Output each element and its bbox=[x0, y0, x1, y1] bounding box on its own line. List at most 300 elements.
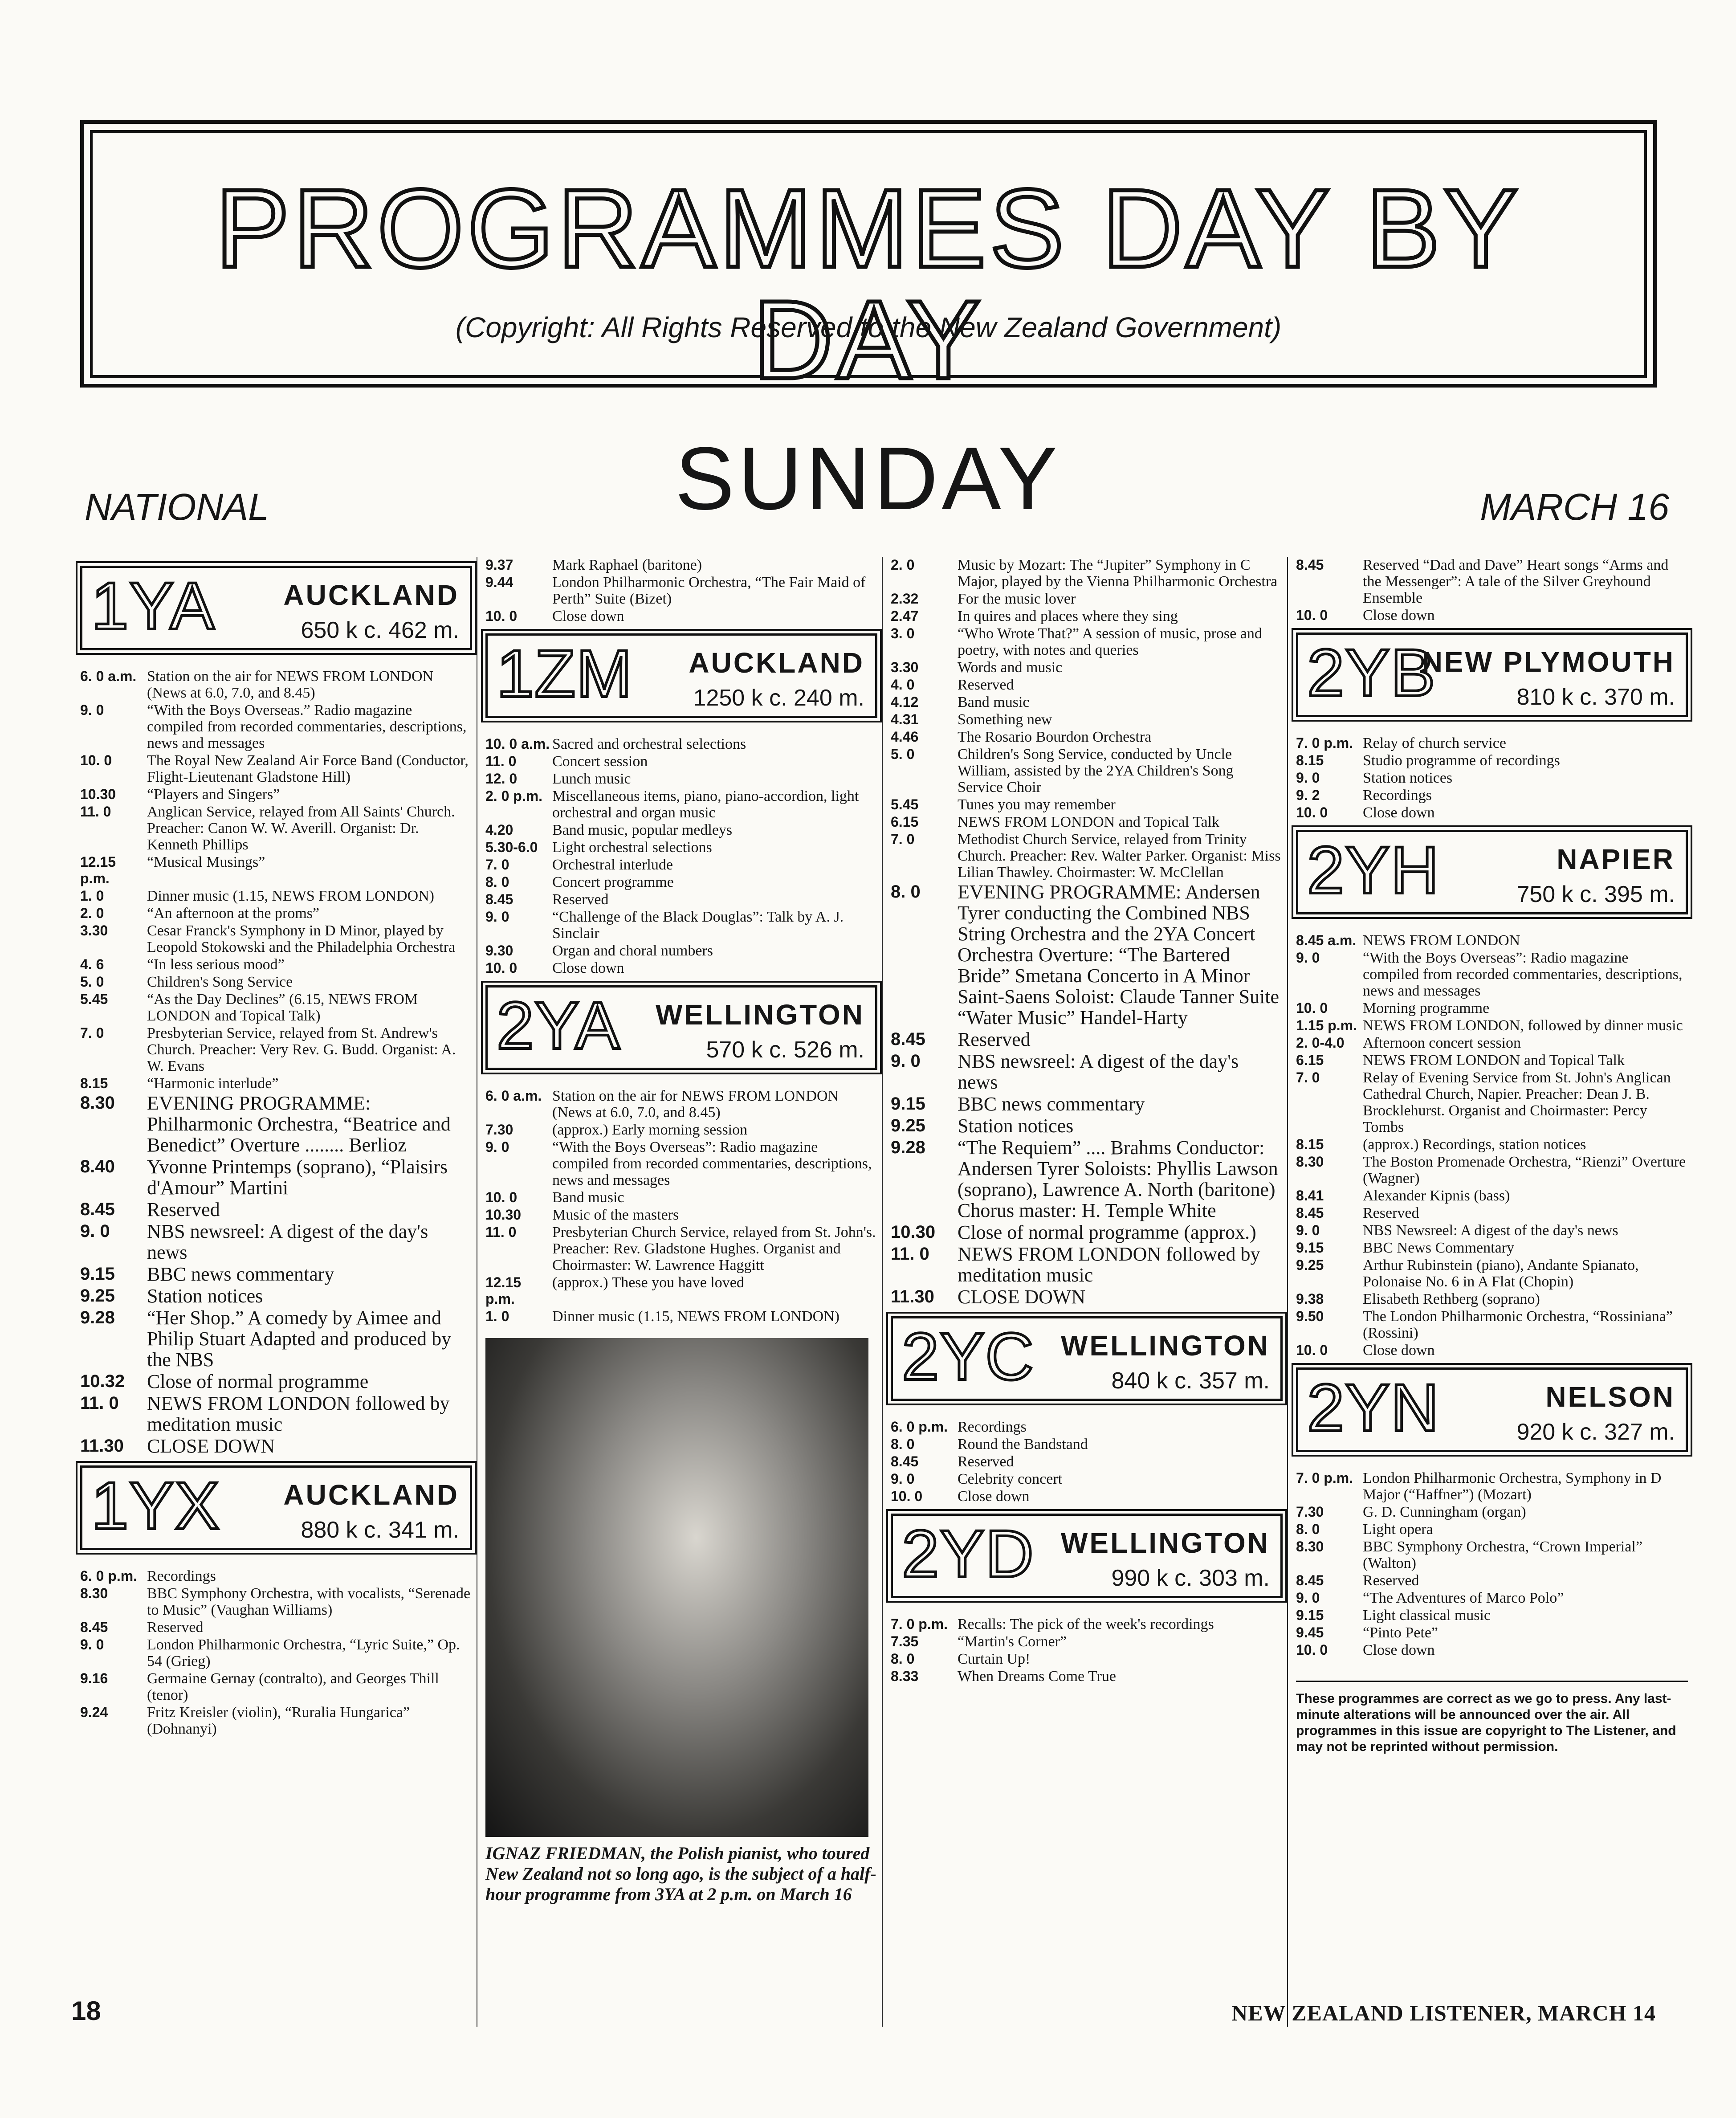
programme-description: Words and music bbox=[958, 659, 1063, 676]
programme-time: 9.28 bbox=[80, 1308, 115, 1327]
column-4 bbox=[1296, 557, 1688, 1755]
programme-description: Reserved bbox=[147, 1619, 204, 1636]
programme-description: NEWS FROM LONDON and Topical Talk bbox=[1363, 1052, 1625, 1069]
programme-entry bbox=[891, 1668, 1283, 1685]
programme-entry bbox=[80, 752, 472, 785]
programme-time: 10. 0 bbox=[485, 608, 518, 624]
page-number: 18 bbox=[71, 1996, 101, 2026]
station-box bbox=[80, 566, 472, 650]
station-city: AUCKLAND bbox=[283, 579, 459, 611]
programme-description: CLOSE DOWN bbox=[958, 1286, 1086, 1308]
title-banner bbox=[80, 120, 1657, 402]
station-box bbox=[485, 633, 877, 718]
programme-description: Reserved bbox=[958, 1453, 1014, 1470]
station-city: NAPIER bbox=[1557, 843, 1675, 875]
programme-time: 3.30 bbox=[891, 659, 919, 675]
programme-entry bbox=[891, 1244, 1283, 1285]
programme-description: The Royal New Zealand Air Force Band (Conductor, Flight-Lieutenant Gladstone Hill) bbox=[147, 752, 469, 785]
programme-entry bbox=[1296, 752, 1688, 769]
programme-description: Station notices bbox=[1363, 770, 1453, 786]
programme-description: Presbyterian Service, relayed from St. Andrew's Church. Preacher: Very Rev. G. Budd. Organist: A. W. Evans bbox=[147, 1025, 456, 1074]
programme-time: 9.15 bbox=[1296, 1240, 1324, 1256]
programme-time: 9.44 bbox=[485, 574, 513, 590]
programme-description: “With the Boys Overseas”: Radio magazine compiled from recorded commentaries, descriptions, news and messages bbox=[552, 1139, 872, 1188]
column-rule bbox=[1287, 557, 1288, 2027]
programme-time: 10.30 bbox=[891, 1222, 936, 1242]
station-city: NEW PLYMOUTH bbox=[1422, 646, 1675, 678]
programme-description: Children's Song Service, conducted by Uncle William, assisted by the 2YA Children's Song Service Choir bbox=[958, 746, 1234, 796]
programme-description: Light orchestral selections bbox=[552, 839, 712, 856]
programme-description: Children's Song Service bbox=[147, 974, 293, 990]
programme-time: 10. 0 bbox=[891, 1488, 923, 1504]
programme-time: 7.35 bbox=[891, 1633, 919, 1649]
programme-entry bbox=[80, 1199, 472, 1220]
programme-time: 5.45 bbox=[80, 991, 108, 1007]
programme-time: 8.45 bbox=[1296, 1205, 1324, 1221]
programme-time: 9. 0 bbox=[80, 1221, 110, 1241]
programme-entry bbox=[1296, 1590, 1688, 1606]
programme-entry bbox=[1296, 1257, 1688, 1290]
programme-description: Relay of church service bbox=[1363, 735, 1506, 751]
station-box bbox=[1296, 830, 1688, 914]
programme-time: 6.15 bbox=[1296, 1052, 1324, 1068]
programme-entry bbox=[80, 1025, 472, 1074]
programme-time: 9. 0 bbox=[80, 1636, 104, 1653]
programme-time: 10. 0 bbox=[1296, 1342, 1328, 1358]
programme-time: 7. 0 bbox=[80, 1025, 104, 1041]
programme-entry bbox=[485, 909, 877, 942]
programme-description: BBC news commentary bbox=[147, 1263, 334, 1285]
programme-time: 8.30 bbox=[1296, 1154, 1324, 1170]
programme-entry bbox=[485, 943, 877, 959]
station-frequency: 920 k c. 327 m. bbox=[1516, 1419, 1675, 1445]
programme-description: Dinner music (1.15, NEWS FROM LONDON) bbox=[147, 888, 435, 904]
programme-entry bbox=[80, 854, 472, 887]
programme-entry bbox=[1296, 557, 1688, 606]
programme-time: 8. 0 bbox=[485, 874, 509, 890]
programme-entry bbox=[80, 1585, 472, 1618]
programme-description: Reserved bbox=[147, 1199, 220, 1220]
programme-description: Relay of Evening Service from St. John's Anglican Cathedral Church, Napier. Preacher: Dean J. B. Brocklehurst. Organist and Choirmaster: Percy Tombs bbox=[1363, 1069, 1671, 1135]
programme-description: Recordings bbox=[1363, 787, 1432, 804]
programme-description: Close down bbox=[1363, 804, 1435, 821]
programme-description: Yvonne Printemps (soprano), “Plaisirs d'Amour” Martini bbox=[147, 1156, 448, 1199]
station-call-sign: 1ZM bbox=[497, 636, 633, 711]
programme-entry bbox=[485, 736, 877, 752]
programme-entry bbox=[485, 788, 877, 821]
programme-description: “Challenge of the Black Douglas”: Talk by A. J. Sinclair bbox=[552, 909, 844, 942]
station-frequency: 810 k c. 370 m. bbox=[1516, 684, 1675, 710]
programme-description: “With the Boys Overseas.” Radio magazine compiled from recorded commentaries, descriptions, news and messages bbox=[147, 702, 467, 751]
programme-entry bbox=[1296, 804, 1688, 821]
programme-entry bbox=[891, 1094, 1283, 1114]
programme-description: (approx.) Early morning session bbox=[552, 1122, 748, 1138]
station-frequency: 990 k c. 303 m. bbox=[1111, 1565, 1270, 1591]
programme-description: “With the Boys Overseas”: Radio magazine compiled from recorded commentaries, descriptions, news and messages bbox=[1363, 950, 1683, 999]
programme-entry bbox=[80, 1670, 472, 1703]
programme-entry bbox=[1296, 1572, 1688, 1589]
programme-description: Elisabeth Rethberg (soprano) bbox=[1363, 1291, 1540, 1307]
programme-description: Close of normal programme (approx.) bbox=[958, 1221, 1256, 1243]
programme-entry bbox=[1296, 1017, 1688, 1034]
station-city: AUCKLAND bbox=[283, 1479, 459, 1511]
programme-entry bbox=[1296, 1136, 1688, 1153]
programme-description: NBS newsreel: A digest of the day's news bbox=[958, 1050, 1239, 1093]
programme-description: (approx.) These you have loved bbox=[552, 1274, 744, 1291]
programme-description: Close of normal programme bbox=[147, 1371, 369, 1392]
programme-description: Station on the air for NEWS FROM LONDON (News at 6.0, 7.0, and 8.45) bbox=[147, 668, 434, 701]
programme-time: 11. 0 bbox=[485, 753, 517, 769]
programme-time: 5.30-6.0 bbox=[485, 839, 538, 855]
programme-time: 8.45 bbox=[485, 891, 513, 907]
page-title: PROGRAMMES DAY BY DAY bbox=[215, 166, 1522, 402]
programme-description: NEWS FROM LONDON bbox=[1363, 932, 1520, 949]
programme-time: 8.30 bbox=[80, 1585, 108, 1601]
programme-description: Music by Mozart: The “Jupiter” Symphony in C Major, played by the Vienna Philharmonic Orchestra bbox=[958, 557, 1278, 590]
programme-description: EVENING PROGRAMME: Andersen Tyrer conducting the Combined NBS String Orchestra and the 2YA Concert Orchestra Overture: “The Bartered Bride” Smetana Concerto in A Minor Saint-Saens Soloist: Claude Tanner Suite “Water Music” Handel-Harty bbox=[958, 881, 1280, 1028]
programme-entry bbox=[80, 668, 472, 701]
programme-time: 9. 0 bbox=[1296, 1590, 1320, 1606]
programme-time: 12.15 p.m. bbox=[80, 854, 116, 886]
programme-description: Concert session bbox=[552, 753, 648, 770]
programme-time: 8.41 bbox=[1296, 1188, 1324, 1204]
programme-description: Celebrity concert bbox=[958, 1471, 1063, 1487]
programme-entry bbox=[891, 1633, 1283, 1650]
programme-description: NEWS FROM LONDON followed by meditation music bbox=[147, 1392, 450, 1435]
programme-entry bbox=[485, 1308, 877, 1325]
programme-time: 9. 0 bbox=[80, 702, 104, 718]
programme-description: “The Requiem” .... Brahms Conductor: Andersen Tyrer Soloists: Phyllis Lawson (soprano), Lawrence A. North (baritone) Chorus master: H. Temple White bbox=[958, 1137, 1278, 1221]
programme-description: Tunes you may remember bbox=[958, 796, 1116, 813]
programme-entry bbox=[80, 1371, 472, 1392]
programme-time: 9.24 bbox=[80, 1704, 108, 1720]
programme-time: 11. 0 bbox=[485, 1224, 517, 1240]
programme-description: Miscellaneous items, piano, piano-accordion, light orchestral and organ music bbox=[552, 788, 859, 821]
station-call-sign: 2YC bbox=[902, 1319, 1035, 1394]
programme-time: 6.15 bbox=[891, 814, 919, 830]
station-frequency: 750 k c. 395 m. bbox=[1516, 881, 1675, 907]
programme-description: When Dreams Come True bbox=[958, 1668, 1117, 1685]
programme-time: 9.37 bbox=[485, 557, 513, 573]
programme-time: 9.15 bbox=[891, 1094, 925, 1114]
programme-description: Afternoon concert session bbox=[1363, 1035, 1521, 1051]
programme-entry bbox=[485, 771, 877, 787]
programme-time: 12. 0 bbox=[485, 771, 518, 787]
programme-description: The Rosario Bourdon Orchestra bbox=[958, 729, 1152, 745]
programme-time: 9. 0 bbox=[485, 909, 509, 925]
station-city: WELLINGTON bbox=[1061, 1330, 1270, 1362]
programme-time: 8.45 bbox=[891, 1453, 919, 1469]
programme-entry bbox=[1296, 1052, 1688, 1069]
programme-entry bbox=[485, 1122, 877, 1138]
programme-entry bbox=[1296, 950, 1688, 999]
programme-description: “The Adventures of Marco Polo” bbox=[1363, 1590, 1564, 1606]
programme-description: Recordings bbox=[958, 1419, 1027, 1435]
programme-time: 6. 0 a.m. bbox=[80, 668, 137, 684]
programme-entry bbox=[891, 1051, 1283, 1093]
programme-entry bbox=[891, 1453, 1283, 1470]
programme-entry bbox=[80, 974, 472, 990]
station-call-sign: 2YN bbox=[1307, 1370, 1440, 1445]
programme-description: NBS Newsreel: A digest of the day's news bbox=[1363, 1222, 1618, 1239]
programme-description: For the music lover bbox=[958, 591, 1076, 607]
programme-time: 7. 0 bbox=[1296, 1069, 1320, 1086]
programme-time: 7. 0 bbox=[485, 857, 509, 873]
programme-entry bbox=[1296, 770, 1688, 786]
station-frequency: 570 k c. 526 m. bbox=[706, 1037, 864, 1063]
programme-entry bbox=[80, 786, 472, 803]
programme-description: Studio programme of recordings bbox=[1363, 752, 1560, 769]
programme-description: Methodist Church Service, relayed from Trinity Church. Preacher: Rev. Walter Parker. Organist: Miss Lilian Thawley. Choirmaster: W. McClellan bbox=[958, 831, 1281, 881]
programme-time: 9.50 bbox=[1296, 1308, 1324, 1324]
programme-entry bbox=[80, 956, 472, 973]
programme-entry bbox=[1296, 1539, 1688, 1571]
programme-description: Close down bbox=[1363, 1642, 1435, 1658]
programme-entry bbox=[891, 1488, 1283, 1505]
column-rule bbox=[882, 557, 883, 2027]
programme-time: 9.25 bbox=[80, 1286, 115, 1306]
programme-entry bbox=[891, 591, 1283, 607]
programme-entry bbox=[891, 711, 1283, 728]
programme-description: NEWS FROM LONDON followed by meditation music bbox=[958, 1243, 1260, 1286]
programme-time: 9.28 bbox=[891, 1138, 925, 1157]
programme-entry bbox=[891, 1436, 1283, 1453]
programme-time: 11.30 bbox=[891, 1287, 934, 1306]
programme-time: 8. 0 bbox=[1296, 1521, 1320, 1537]
programme-time: 10.30 bbox=[485, 1207, 522, 1223]
programme-time: 9.25 bbox=[891, 1116, 925, 1135]
programme-description: “Harmonic interlude” bbox=[147, 1075, 279, 1092]
programme-time: 12.15 p.m. bbox=[485, 1274, 522, 1307]
programme-entry bbox=[891, 796, 1283, 813]
programme-time: 10. 0 a.m. bbox=[485, 736, 550, 752]
programme-time: 10. 0 bbox=[1296, 1642, 1328, 1658]
programme-time: 9. 2 bbox=[1296, 787, 1320, 803]
programme-time: 10. 0 bbox=[1296, 804, 1328, 820]
programme-time: 8.30 bbox=[1296, 1539, 1324, 1555]
programme-time: 1. 0 bbox=[80, 888, 104, 904]
programme-time: 6. 0 p.m. bbox=[891, 1419, 948, 1435]
programme-description: BBC news commentary bbox=[958, 1093, 1145, 1115]
programme-entry bbox=[80, 991, 472, 1024]
programme-description: Recalls: The pick of the week's recordings bbox=[958, 1616, 1214, 1632]
programme-entry bbox=[80, 1221, 472, 1263]
programme-description: Something new bbox=[958, 711, 1052, 728]
station-box bbox=[891, 1316, 1283, 1401]
portrait-photo bbox=[485, 1338, 868, 1837]
programme-time: 1.15 p.m. bbox=[1296, 1017, 1357, 1033]
programme-entry bbox=[1296, 1154, 1688, 1187]
programme-time: 7. 0 bbox=[891, 831, 915, 847]
programme-description: Lunch music bbox=[552, 771, 631, 787]
programme-entry bbox=[1296, 1521, 1688, 1538]
programme-entry bbox=[1296, 1308, 1688, 1341]
programme-entry bbox=[485, 1139, 877, 1188]
station-city: AUCKLAND bbox=[689, 647, 864, 679]
programme-entry bbox=[485, 608, 877, 624]
programme-description: NBS newsreel: A digest of the day's news bbox=[147, 1220, 428, 1263]
programme-description: Close down bbox=[552, 960, 624, 976]
station-frequency: 1250 k c. 240 m. bbox=[693, 685, 864, 711]
programme-time: 4.12 bbox=[891, 694, 919, 710]
programme-entry bbox=[891, 729, 1283, 745]
programme-description: Reserved bbox=[958, 677, 1014, 693]
programme-description: “Pinto Pete” bbox=[1363, 1624, 1439, 1641]
programme-entry bbox=[1296, 1291, 1688, 1307]
programme-entry bbox=[485, 874, 877, 890]
programme-entry bbox=[1296, 1000, 1688, 1016]
programme-description: Arthur Rubinstein (piano), Andante Spianato, Polonaise No. 6 in A Flat (Chopin) bbox=[1363, 1257, 1639, 1290]
programme-description: Dinner music (1.15, NEWS FROM LONDON) bbox=[552, 1308, 840, 1325]
programme-description: “Musical Musings” bbox=[147, 854, 265, 870]
station-frequency: 840 k c. 357 m. bbox=[1111, 1368, 1270, 1394]
programme-entry bbox=[485, 753, 877, 770]
programme-entry bbox=[485, 1207, 877, 1223]
programme-time: 9. 0 bbox=[1296, 950, 1320, 966]
programme-entry bbox=[80, 1075, 472, 1092]
station-box bbox=[485, 985, 877, 1070]
programme-entry bbox=[891, 1286, 1283, 1307]
programme-description: London Philharmonic Orchestra, Symphony in D Major (“Haffner”) (Mozart) bbox=[1363, 1470, 1662, 1503]
programme-entry bbox=[1296, 1504, 1688, 1520]
programme-time: 1. 0 bbox=[485, 1308, 509, 1324]
station-box bbox=[1296, 1367, 1688, 1452]
programme-entry bbox=[80, 1307, 472, 1370]
programme-time: 9.30 bbox=[485, 943, 513, 959]
column-2 bbox=[485, 557, 877, 1905]
programme-time: 9. 0 bbox=[485, 1139, 509, 1155]
programme-time: 8.45 bbox=[891, 1029, 925, 1049]
programme-description: Curtain Up! bbox=[958, 1651, 1031, 1667]
programme-description: G. D. Cunningham (organ) bbox=[1363, 1504, 1526, 1520]
programme-entry bbox=[80, 1619, 472, 1636]
programme-entry bbox=[80, 1568, 472, 1584]
programme-time: 2. 0 bbox=[80, 905, 104, 921]
programme-entry bbox=[891, 1115, 1283, 1136]
date-label: MARCH 16 bbox=[1480, 486, 1669, 528]
programme-time: 8.45 a.m. bbox=[1296, 932, 1357, 948]
programme-time: 2. 0 bbox=[891, 557, 915, 573]
programme-entry bbox=[1296, 1624, 1688, 1641]
programme-time: 9.16 bbox=[80, 1670, 108, 1686]
station-box bbox=[80, 1465, 472, 1550]
programme-description: Reserved “Dad and Dave” Heart songs “Arms and the Messenger”: A tale of the Silver Greyhound Ensemble bbox=[1363, 557, 1669, 606]
programme-entry bbox=[1296, 1205, 1688, 1221]
programme-description: Band music, popular medleys bbox=[552, 822, 733, 838]
programme-description: Close down bbox=[958, 1488, 1030, 1505]
programme-entry bbox=[1296, 1607, 1688, 1624]
station-box bbox=[1296, 633, 1688, 717]
programme-description: Music of the masters bbox=[552, 1207, 679, 1223]
programme-description: CLOSE DOWN bbox=[147, 1435, 275, 1457]
station-call-sign: 2YH bbox=[1307, 833, 1440, 907]
station-frequency: 880 k c. 341 m. bbox=[301, 1517, 459, 1543]
programme-entry bbox=[1296, 932, 1688, 949]
programme-description: Concert programme bbox=[552, 874, 674, 890]
programme-description: NEWS FROM LONDON, followed by dinner music bbox=[1363, 1017, 1683, 1034]
programme-description: “Players and Singers” bbox=[147, 786, 280, 803]
programme-description: Anglican Service, relayed from All Saints' Church. Preacher: Canon W. W. Averill. Organist: Dr. Kenneth Phillips bbox=[147, 804, 455, 853]
programme-time: 7. 0 p.m. bbox=[1296, 735, 1353, 751]
programme-entry bbox=[485, 1189, 877, 1206]
programme-time: 8. 0 bbox=[891, 1436, 915, 1452]
programme-description: London Philharmonic Orchestra, “Lyric Suite,” Op. 54 (Grieg) bbox=[147, 1636, 460, 1669]
programme-entry bbox=[485, 1088, 877, 1121]
programme-entry bbox=[80, 922, 472, 955]
programme-description: Reserved bbox=[552, 891, 609, 908]
programme-entry bbox=[1296, 1069, 1688, 1135]
programme-description: “Who Wrote That?” A session of music, prose and poetry, with notes and queries bbox=[958, 625, 1262, 658]
programme-description: Germaine Gernay (contralto), and Georges Thill (tenor) bbox=[147, 1670, 439, 1703]
programme-time: 8. 0 bbox=[891, 1651, 915, 1667]
programme-time: 9.15 bbox=[1296, 1607, 1324, 1623]
programme-time: 9.38 bbox=[1296, 1291, 1324, 1307]
programme-time: 6. 0 p.m. bbox=[80, 1568, 138, 1584]
programme-description: “Martin's Corner” bbox=[958, 1633, 1067, 1650]
programme-description: Reserved bbox=[1363, 1572, 1419, 1589]
programme-entry bbox=[485, 839, 877, 856]
programme-time: 3.30 bbox=[80, 922, 108, 939]
programme-time: 9. 0 bbox=[1296, 1222, 1320, 1238]
programme-time: 8.45 bbox=[80, 1200, 115, 1219]
programme-time: 4.31 bbox=[891, 711, 919, 727]
programme-description: Mark Raphael (baritone) bbox=[552, 557, 702, 573]
programme-time: 5.45 bbox=[891, 796, 919, 812]
programme-entry bbox=[80, 804, 472, 853]
programme-entry bbox=[485, 960, 877, 976]
programme-entry bbox=[80, 905, 472, 922]
programme-description: Station notices bbox=[958, 1115, 1074, 1137]
programme-time: 10. 0 bbox=[80, 752, 112, 768]
programme-entry bbox=[1296, 735, 1688, 751]
programme-entry bbox=[1296, 1222, 1688, 1239]
programme-description: The London Philharmonic Orchestra, “Rossiniana” (Rossini) bbox=[1363, 1308, 1673, 1341]
programme-description: Reserved bbox=[1363, 1205, 1419, 1221]
programme-description: Cesar Franck's Symphony in D Minor, played by Leopold Stokowski and the Philadelphia Orchestra bbox=[147, 922, 456, 955]
copyright-notice: (Copyright: All Rights Reserved to the New Zealand Government) bbox=[455, 311, 1282, 343]
station-frequency: 650 k c. 462 m. bbox=[301, 617, 459, 643]
station-call-sign: 2YD bbox=[902, 1516, 1035, 1591]
programme-time: 3. 0 bbox=[891, 625, 915, 641]
programme-time: 5. 0 bbox=[80, 974, 104, 990]
programme-entry bbox=[485, 891, 877, 908]
station-city: WELLINGTON bbox=[656, 999, 864, 1031]
programme-entry bbox=[485, 857, 877, 873]
programme-entry bbox=[1296, 1240, 1688, 1256]
programme-description: Presbyterian Church Service, relayed from St. John's. Preacher: Rev. Gladstone Hughes. Organist and Choirmaster: W. Lawrence Haggitt bbox=[552, 1224, 876, 1273]
programme-entry bbox=[80, 702, 472, 751]
station-call-sign: 1YA bbox=[91, 568, 216, 643]
programme-description: Light opera bbox=[1363, 1521, 1433, 1538]
programme-entry bbox=[891, 557, 1283, 590]
programme-entry bbox=[1296, 1342, 1688, 1359]
copyright-note: These programmes are correct as we go to press. Any last-minute alterations will be announced over the air. All programmes in this issue are copyright to The Listener, and may not be reprinted without permission. bbox=[1296, 1681, 1688, 1755]
programme-time: 8.45 bbox=[1296, 557, 1324, 573]
programme-entry bbox=[891, 1222, 1283, 1243]
programme-time: 7.30 bbox=[485, 1122, 513, 1138]
programme-description: Recordings bbox=[147, 1568, 216, 1584]
programme-entry bbox=[1296, 607, 1688, 624]
programme-entry bbox=[891, 1471, 1283, 1487]
programme-entry bbox=[80, 1264, 472, 1285]
programme-entry bbox=[485, 557, 877, 573]
programme-time: 2.47 bbox=[891, 608, 919, 624]
programme-time: 9. 0 bbox=[891, 1051, 921, 1071]
programme-entry bbox=[891, 677, 1283, 693]
programme-time: 8.45 bbox=[80, 1619, 108, 1635]
programme-time: 7. 0 p.m. bbox=[891, 1616, 948, 1632]
programme-entry bbox=[891, 659, 1283, 676]
